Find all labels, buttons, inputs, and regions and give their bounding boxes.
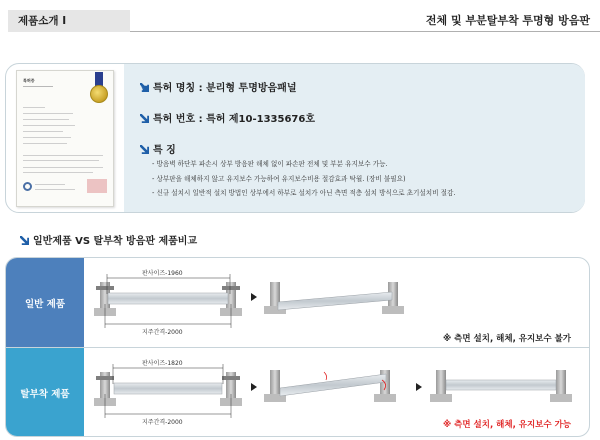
standard-removal-diagram (264, 278, 414, 318)
arrow-down-right-icon (20, 236, 29, 245)
arrow-down-right-icon (140, 145, 149, 154)
detachable-note: ※ 측면 설치, 해체, 유지보수 가능 (442, 420, 571, 430)
row-label-detachable: 탈부착 제품 (6, 348, 84, 437)
standard-installation-diagram (94, 264, 244, 342)
post-spacing-label: 지주간격-2000 (142, 419, 183, 426)
post-spacing-label: 지주간격-2000 (142, 329, 183, 336)
detachable-reinstalled-diagram (430, 366, 580, 406)
patent-name: 특허 명칭 : 분리형 투명방음패널 (153, 83, 297, 94)
gold-medal-icon (90, 85, 108, 103)
arrow-down-right-icon (140, 114, 149, 123)
arrow-right-icon (251, 293, 257, 301)
page-header (0, 0, 600, 40)
patent-name-row (140, 79, 297, 94)
red-seal-stamp (87, 179, 107, 193)
comparison-table (5, 257, 590, 437)
features-heading: 특 징 (153, 145, 176, 156)
arrow-right-icon (251, 383, 257, 391)
patent-number-row (140, 110, 315, 125)
office-logo-icon (23, 182, 32, 191)
comparison-title: 일반제품 VS 탈부착 방음판 제품비교 (33, 236, 198, 247)
header-divider (130, 31, 600, 32)
arrow-down-right-icon (140, 83, 149, 92)
section-tab: 제품소개 I (8, 10, 130, 32)
detachable-side-removal-diagram (264, 366, 404, 406)
comparison-title-row (20, 232, 197, 247)
page-title: 전체 및 부분탈부착 투명형 방음판 (425, 14, 590, 27)
arrow-right-icon (416, 383, 422, 391)
detachable-installation-diagram (94, 354, 244, 432)
patent-number: 특허 번호 : 특허 제10-1335676호 (153, 114, 315, 125)
standard-note: ※ 측면 설치, 해체, 유지보수 불가 (442, 334, 571, 344)
certificate-title: 특허증 (23, 78, 35, 83)
feature-item: - 신규 설치시 일반적 설치 방법인 상부에서 하부로 설치가 아닌 측면 적층 설치 방식으로 초기설치비 절감. (152, 189, 456, 197)
panel-size-label: 판사이즈-1820 (142, 360, 183, 367)
feature-item: - 방음벽 하단부 파손시 상부 방음판 해체 없이 파손판 전체 및 부분 유지보수 가능. (152, 160, 388, 168)
feature-item: - 상부판을 해체하지 않고 유지보수 가능하여 유지보수비용 절감효과 탁월. (장비 불필요) (152, 174, 406, 183)
patent-certificate-image (16, 70, 114, 207)
row-divider (6, 347, 590, 348)
panel-size-label: 판사이즈-1960 (142, 270, 183, 277)
features-heading-row (140, 141, 176, 156)
features-list (152, 157, 455, 201)
row-label-standard: 일반 제품 (6, 258, 84, 347)
